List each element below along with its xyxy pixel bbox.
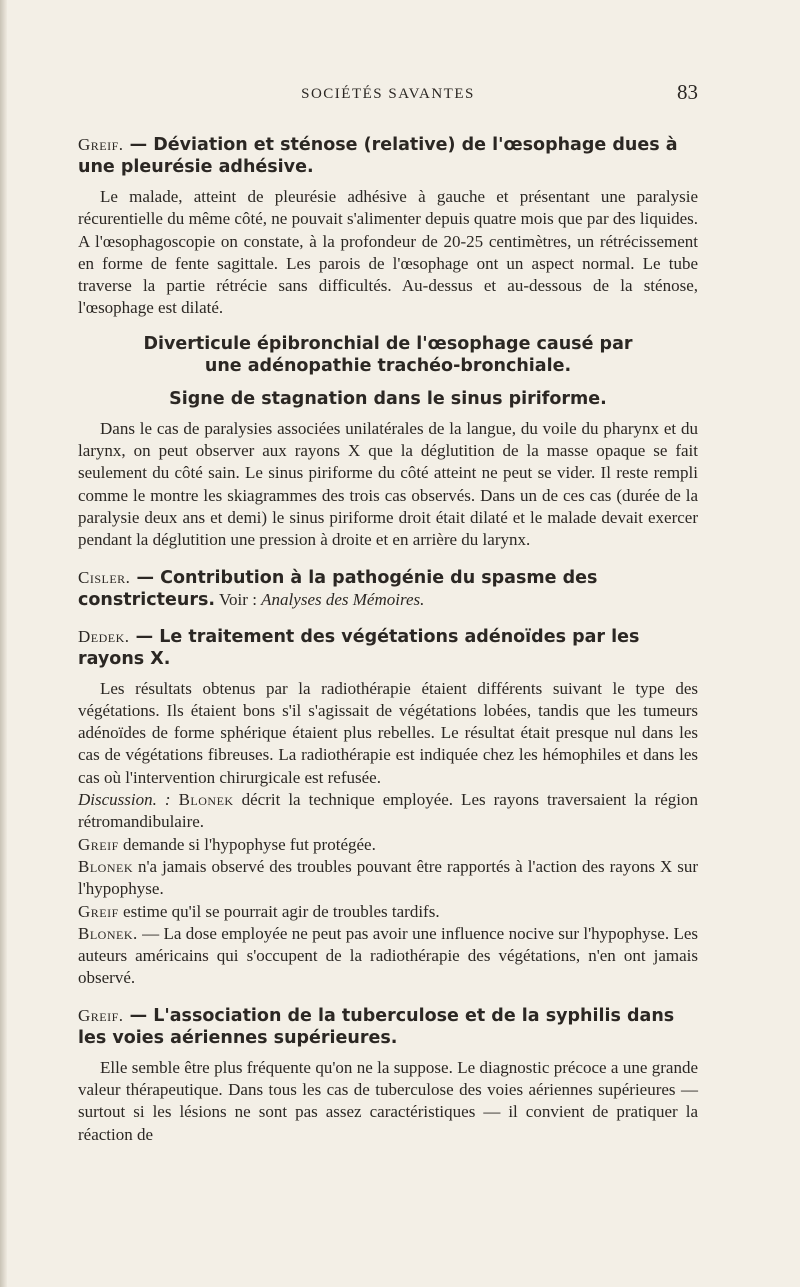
discussion-paragraph (78, 856, 698, 901)
paragraph: Dans le cas de paralysies associées unilatérales de la langue, du voile du pharynx et du larynx, on peut observer aux rayons X que la déglutition de la masse opaque se fait seulement du côté sain. Le sinus piriforme du côté atteint ne peut se vider. Il reste rempli comme le montre les skiagrammes des trois cas observés. Dans un de ces cas (durée de la paralysie deux ans et demi) le sinus piriforme droit était dilaté et le malade devait exercer pendant la déglutition une pression à droite et en arrière du larynx. (78, 418, 698, 550)
section-title: — L'association de la tuberculose et de la syphilis dans les voies aériennes supérieures. (78, 1005, 675, 1048)
discussion-paragraph (78, 923, 698, 990)
section-title: — Contribution à la pathogénie du spasme des constricteurs. (78, 567, 598, 610)
author-name: Cisler. (78, 567, 131, 587)
section-cisler (78, 567, 698, 611)
section-heading (78, 134, 698, 178)
speaker-name: Blonek (78, 856, 133, 876)
speaker-name: Blonek (178, 790, 234, 810)
author-name: Dedek. (78, 626, 130, 646)
running-head (78, 80, 698, 108)
speaker-name: Greif (78, 901, 119, 921)
discussion-label: Discussion. : (78, 790, 171, 810)
see-also-reference: Analyses des Mémoires. (261, 589, 425, 609)
discussion-text: n'a jamais observé des troubles pouvant être rapportés à l'action des rayons X sur l'hypophyse. (78, 856, 698, 899)
centered-heading-line: une adénopathie trachéo-bronchiale. (204, 355, 572, 376)
centered-subheading: Signe de stagnation dans le sinus piriforme. (169, 388, 607, 409)
paragraph: Elle semble être plus fréquente qu'on ne la suppose. Le diagnostic précoce a une grande valeur thérapeutique. Dans tous les cas de tuberculose des voies aériennes supérieures — surtout si les lésions ne sont pas assez caractéristiques — il convient de pratiquer la réaction de (78, 1057, 698, 1144)
discussion-paragraph (78, 834, 698, 856)
section-heading (78, 567, 698, 611)
section-title: — Déviation et sténose (relative) de l'œsophage dues à une pleurésie adhésive. (78, 135, 678, 177)
centered-heading-line: Diverticule épibronchial de l'œsophage causé par (143, 333, 633, 354)
page-binding-edge (0, 0, 7, 1287)
speaker-name: Greif (78, 834, 119, 854)
section-title: — Le traitement des végétations adénoïdes par les rayons X. (78, 626, 640, 669)
see-also-label: Voir : (215, 589, 262, 609)
discussion-paragraph (78, 789, 698, 834)
section-heading (78, 626, 698, 670)
discussion-text: estime qu'il se pourrait agir de troubles tardifs. (118, 901, 440, 921)
section-greif-association (78, 1005, 698, 1146)
paragraph: Les résultats obtenus par la radiothérapie étaient différents suivant le type des végétations. Ils étaient bons s'il s'agissait de végétations lobées, tandis que les tumeurs adénoïdes de forme sphérique étaient plus rebelles. Le résultat était presque nul dans les cas de végétations fibreuses. La radiothérapie est indiquée chez les hémophiles et dans les cas où l'intervention chirurgicale est refusée. (78, 678, 698, 787)
section-greif-deviation (78, 134, 698, 320)
section-heading (78, 1005, 698, 1049)
discussion-text: décrit la technique employée. Les rayons traversaient la région rétromandibulaire. (78, 790, 698, 832)
speaker-name: Blonek. (78, 923, 138, 943)
running-head-title: SOCIÉTÉS SAVANTES (301, 86, 475, 102)
author-name: Greif. (78, 1005, 124, 1025)
section-dedek (78, 626, 698, 990)
discussion-text: — La dose employée ne peut pas avoir une influence nocive sur l'hypophyse. Les auteurs américains qui s'occupent de la radiothérapie des végétations, n'en ont jamais observé. (78, 923, 698, 988)
page-content (78, 134, 698, 1146)
discussion-paragraph (78, 901, 698, 923)
section-diverticule (78, 333, 698, 552)
discussion-text: demande si l'hypophyse fut protégée. (118, 834, 376, 854)
page-number: 83 (677, 80, 698, 104)
paragraph: Le malade, atteint de pleurésie adhésive à gauche et présentant une paralysie récurentielle du même côté, ne pouvait s'alimenter depuis quatre mois que par des liquides. A l'œsophagoscopie on constate, à la profondeur de 20-25 centimètres, un rétrécissement en forme de fente sagittale. Les parois de l'œsophage ont un aspect normal. Le tube traverse la partie rétrécie sans difficultés. Au-dessus et au-dessous de la sténose, l'œsophage est dilaté. (78, 187, 698, 318)
author-name: Greif. (78, 135, 124, 154)
